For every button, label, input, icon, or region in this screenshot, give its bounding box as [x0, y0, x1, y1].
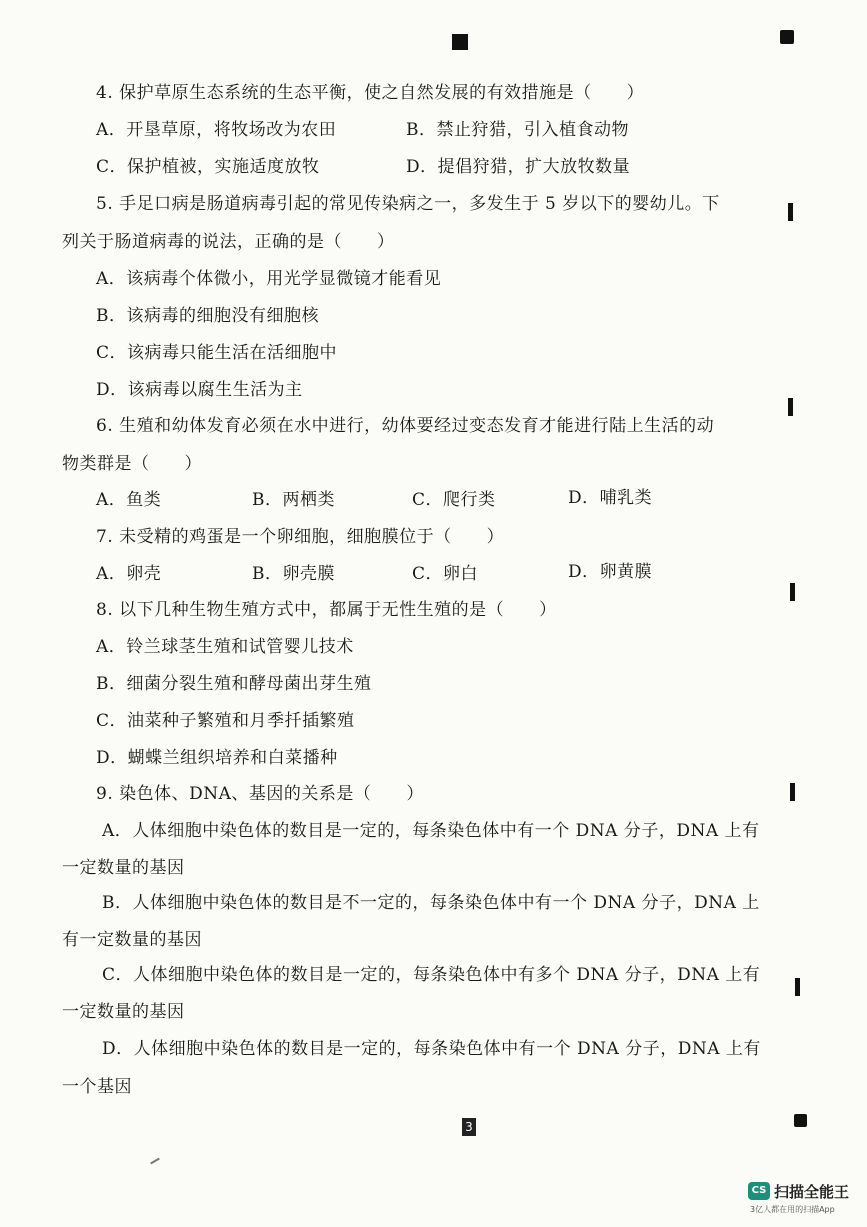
question-9-stem: 9. 染色体、DNA、基因的关系是（ ）: [96, 784, 424, 804]
question-8-option-b: B．细菌分裂生殖和酵母菌出芽生殖: [96, 674, 372, 694]
edge-mark: [790, 783, 795, 801]
question-4-option-d: D．提倡狩猎，扩大放牧数量: [406, 157, 631, 177]
edge-mark: [795, 978, 800, 996]
question-9-option-c-line1: C．人体细胞中染色体的数目是一定的，每条染色体中有多个 DNA 分子，DNA 上有: [102, 965, 761, 985]
question-5-stem-line2: 列关于肠道病毒的说法，正确的是（ ）: [62, 232, 395, 252]
question-5-option-a: A．该病毒个体微小，用光学显微镜才能看见: [96, 269, 442, 289]
question-5-stem-line1: 5. 手足口病是肠道病毒引起的常见传染病之一，多发生于 5 岁以下的婴幼儿。下: [96, 194, 720, 214]
registration-mark-top: [452, 34, 468, 50]
question-6-option-a: A．鱼类: [96, 490, 162, 510]
edge-mark: [788, 398, 793, 416]
camscanner-logo-icon: CS: [748, 1182, 770, 1200]
registration-mark-bottom: [794, 1114, 807, 1127]
question-7-option-c: C．卵白: [412, 564, 479, 584]
question-7-option-a: A．卵壳: [96, 564, 162, 584]
question-9-option-a-line1: A．人体细胞中染色体的数目是一定的，每条染色体中有一个 DNA 分子，DNA 上有: [102, 821, 760, 841]
question-5-option-d: D．该病毒以腐生生活为主: [96, 380, 303, 400]
question-5-option-c: C．该病毒只能生活在活细胞中: [96, 343, 338, 363]
pen-stroke: [150, 1158, 160, 1165]
question-4-option-a: A．开垦草原，将牧场改为农田: [96, 120, 337, 140]
question-6-option-c: C．爬行类: [412, 490, 496, 510]
question-8-option-c: C．油菜种子繁殖和月季扦插繁殖: [96, 711, 355, 731]
page-number: 3: [462, 1118, 476, 1136]
question-9-option-b-line2: 有一定数量的基因: [62, 930, 202, 950]
scanner-watermark: [748, 1180, 863, 1224]
question-6-stem-line1: 6. 生殖和幼体发育必须在水中进行，幼体要经过变态发育才能进行陆上生活的动: [96, 416, 715, 436]
question-7-option-b: B．卵壳膜: [252, 564, 335, 584]
edge-mark: [788, 203, 793, 221]
question-6-stem-line2: 物类群是（ ）: [62, 454, 202, 474]
question-8-stem: 8. 以下几种生物生殖方式中，都属于无性生殖的是（ ）: [96, 600, 557, 620]
question-9-option-a-line2: 一定数量的基因: [62, 858, 185, 878]
question-5-option-b: B．该病毒的细胞没有细胞核: [96, 306, 319, 326]
registration-mark-corner: [780, 30, 794, 44]
question-7-stem: 7. 未受精的鸡蛋是一个卵细胞，细胞膜位于（ ）: [96, 527, 505, 547]
question-9-option-d-line1: D．人体细胞中染色体的数目是一定的，每条染色体中有一个 DNA 分子，DNA 上有: [102, 1039, 761, 1059]
question-9-option-c-line2: 一定数量的基因: [62, 1002, 185, 1022]
question-6-option-d: D．哺乳类: [568, 488, 653, 508]
question-8-option-d: D．蝴蝶兰组织培养和白菜播种: [96, 748, 338, 768]
watermark-slogan: 3亿人都在用的扫描App: [750, 1205, 835, 1214]
question-9-option-b-line1: B．人体细胞中染色体的数目是不一定的，每条染色体中有一个 DNA 分子，DNA 上: [102, 893, 760, 913]
question-9-option-d-line2: 一个基因: [62, 1077, 132, 1097]
question-8-option-a: A．铃兰球茎生殖和试管婴儿技术: [96, 637, 354, 657]
question-4-option-b: B．禁止狩猎，引入植食动物: [406, 120, 629, 140]
question-7-option-d: D．卵黄膜: [568, 562, 653, 582]
question-4-stem: 4. 保护草原生态系统的生态平衡，使之自然发展的有效措施是（ ）: [96, 83, 645, 103]
watermark-brand: 扫描全能王: [774, 1183, 850, 1201]
question-6-option-b: B．两栖类: [252, 490, 335, 510]
question-4-option-c: C．保护植被，实施适度放牧: [96, 157, 320, 177]
edge-mark: [790, 583, 795, 601]
